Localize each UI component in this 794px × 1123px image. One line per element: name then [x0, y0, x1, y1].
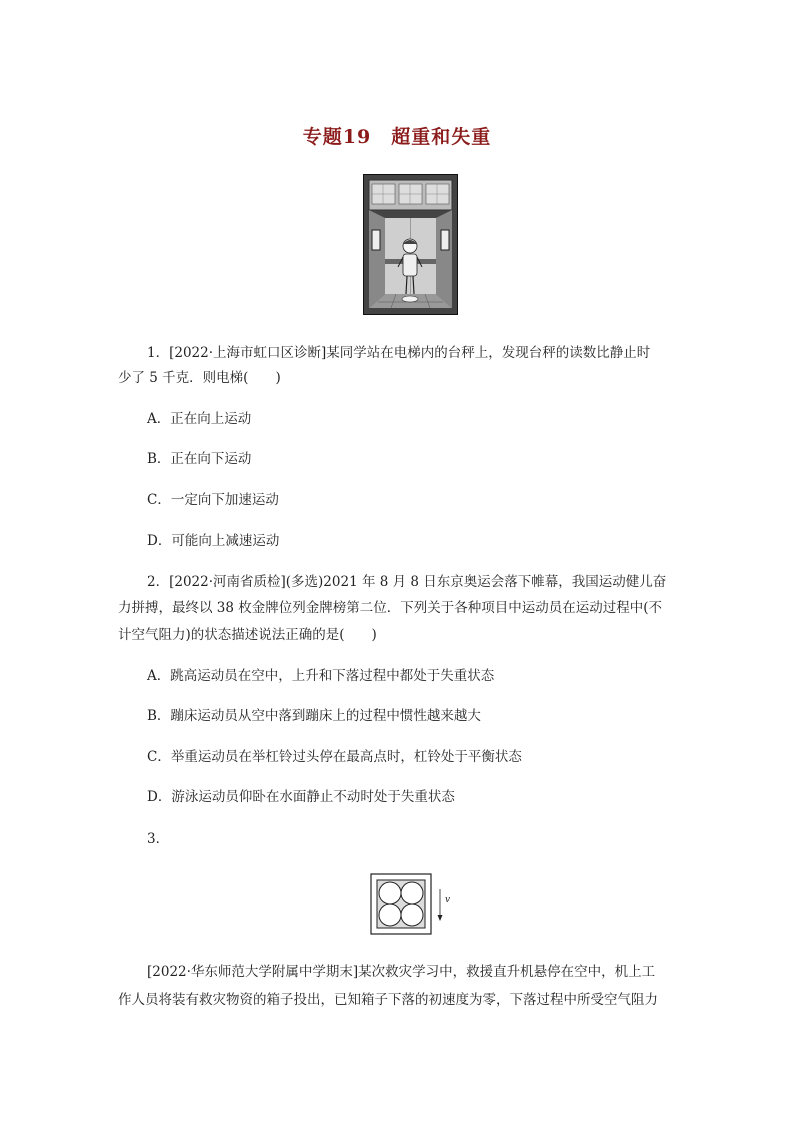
q1-option-d: D．可能向上减速运动 [147, 533, 280, 549]
q2-option-c: C．举重运动员在举杠铃过头停在最高点时，杠铃处于平衡状态 [147, 749, 522, 765]
question-2-line-1: 2．[2022·河南省质检](多选)2021 年 8 月 8 日东京奥运会落下帷幕，我国运动健儿奋 [147, 574, 667, 590]
q2-option-a: A．跳高运动员在空中，上升和下落过程中都处于失重状态 [147, 668, 495, 684]
question-2-line-2: 力拼搏，最终以 38 枚金牌位列金牌榜第二位．下列关于各种项目中运动员在运动过程中(不 [118, 600, 663, 616]
q2-option-d: D．游泳运动员仰卧在水面静止不动时处于失重状态 [147, 789, 455, 805]
question-1-line-2: 少了 5 千克．则电梯( ) [118, 370, 281, 386]
q1-option-c: C．一定向下加速运动 [147, 492, 279, 508]
question-1-line-1: 1．[2022·上海市虹口区诊断]某同学站在电梯内的台秤上，发现台秤的读数比静止时 [147, 345, 651, 361]
question-2-line-3: 计空气阻力)的状态描述说法正确的是( ) [118, 627, 377, 643]
question-3-line-2: 作人员将装有救灾物资的箱子投出，已知箱子下落的初速度为零，下落过程中所受空气阻力 [118, 992, 658, 1008]
page-title: 专题19 超重和失重 [302, 126, 492, 148]
falling-box-diagram [370, 873, 460, 935]
velocity-label: v [445, 895, 451, 905]
question-3-number: 3． [147, 831, 170, 847]
question-3-line-1: [2022·华东师范大学附属中学期末]某次救灾学习中，救援直升机悬停在空中，机上工 [147, 964, 656, 980]
q1-option-a: A．正在向上运动 [147, 411, 252, 427]
q1-option-b: B．正在向下运动 [147, 451, 252, 467]
elevator-illustration [363, 174, 458, 315]
q2-option-b: B．蹦床运动员从空中落到蹦床上的过程中惯性越来越大 [147, 708, 481, 724]
